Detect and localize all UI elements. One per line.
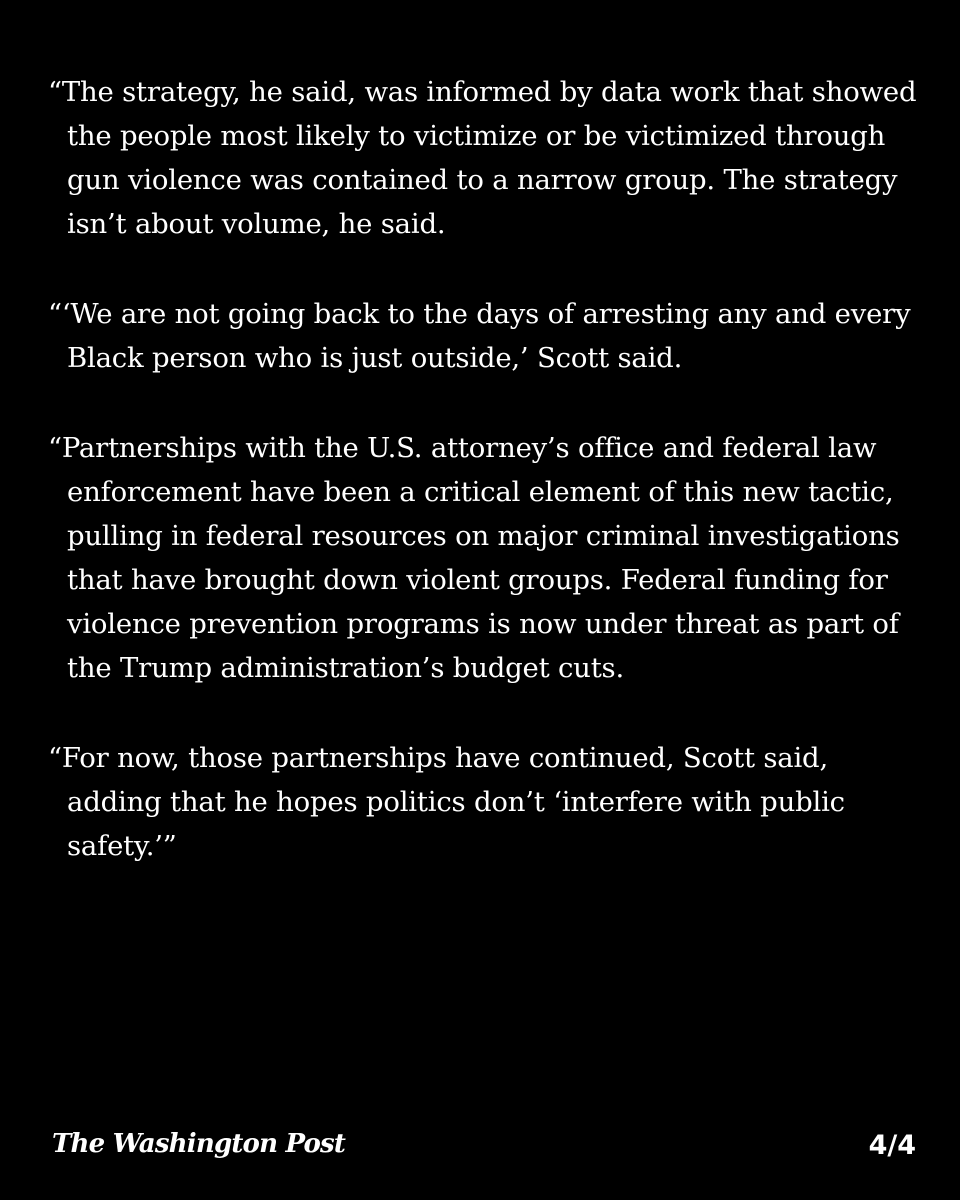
quote-paragraph-1: “The strategy, he said, was informed by data work that showed the people most likely to victimize or be victimized through gun violence was contained to a narrow group. The strategy isn’t about volume, he said. xyxy=(48,76,917,240)
quote-list xyxy=(48,70,928,914)
quote-paragraph-4: “For now, those partnerships have continued, Scott said, adding that he hopes politics don’t ‘interfere with public safety.’” xyxy=(48,742,845,862)
quote-paragraph-3: “Partnerships with the U.S. attorney’s office and federal law enforcement have been a critical element of this new tactic, pulling in federal resources on major criminal investigations that have brought down violent groups. Federal funding for violence prevention programs is now under threat as part of the Trump administration’s budget cuts. xyxy=(48,432,900,684)
washington-post-logo: The Washington Post xyxy=(52,1129,346,1159)
quote-paragraph-2: “‘We are not going back to the days of arresting any and every Black person who is just outside,’ Scott said. xyxy=(48,298,911,374)
page-counter: 4/4 xyxy=(868,1130,916,1161)
